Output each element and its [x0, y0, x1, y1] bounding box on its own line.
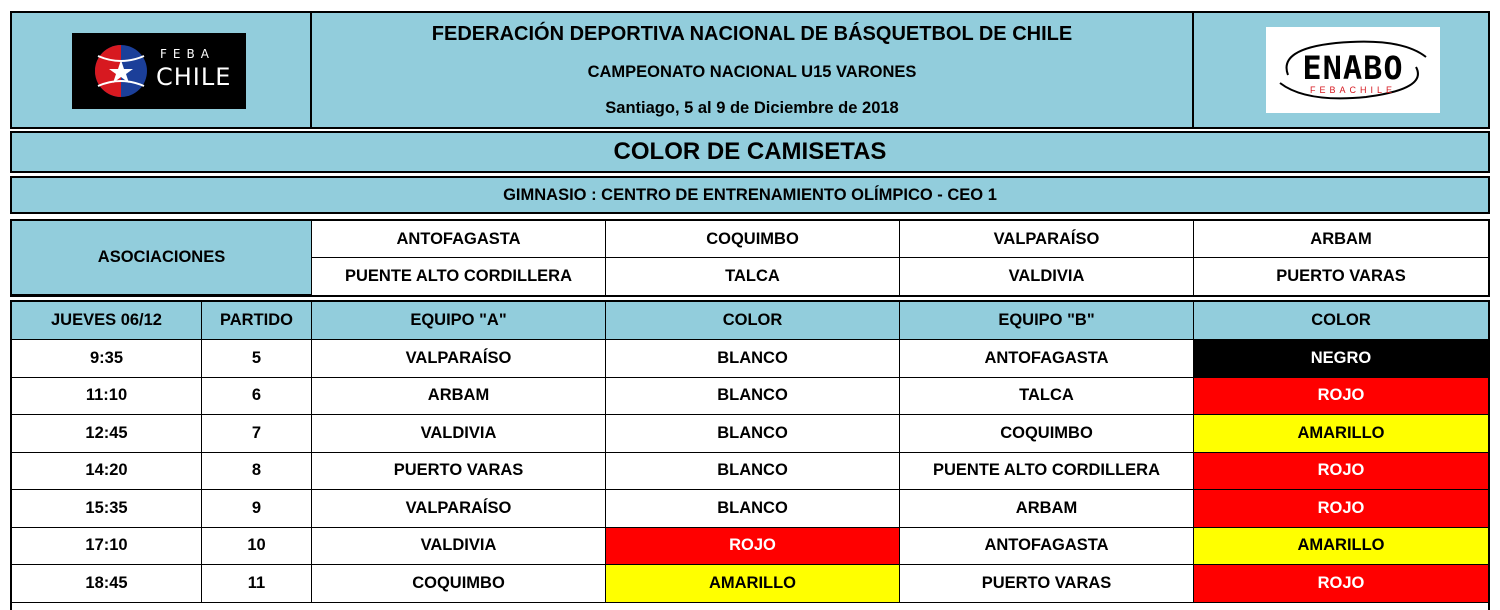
team-b: ANTOFAGASTA: [900, 340, 1194, 378]
association-cell: TALCA: [606, 258, 900, 295]
enabo-logo-line2: FEBACHILE: [1309, 85, 1396, 95]
championship-subtitle: CAMPEONATO NACIONAL U15 VARONES: [587, 63, 917, 81]
color-b: ROJO: [1194, 453, 1488, 491]
match-time: 15:35: [12, 490, 202, 528]
team-a: VALDIVIA: [312, 528, 606, 566]
color-b: AMARILLO: [1194, 415, 1488, 453]
team-a: PUERTO VARAS: [312, 453, 606, 491]
team-a: ARBAM: [312, 378, 606, 416]
association-cell: PUERTO VARAS: [1194, 258, 1488, 295]
match-time: 14:20: [12, 453, 202, 491]
gym-bar: [10, 176, 1490, 214]
association-cell: COQUIMBO: [606, 221, 900, 258]
section-title-bar: [10, 131, 1490, 173]
feba-chile-logo: [72, 33, 246, 109]
team-a: VALPARAÍSO: [312, 340, 606, 378]
enabo-logo: [1266, 27, 1440, 113]
feba-logo-line1: FEBA: [160, 47, 215, 61]
team-a: COQUIMBO: [312, 565, 606, 603]
header-logo-right-cell: [1194, 13, 1488, 127]
team-b: COQUIMBO: [900, 415, 1194, 453]
header-block: [10, 11, 1490, 129]
header-title-cell: [312, 13, 1194, 127]
color-b: NEGRO: [1194, 340, 1488, 378]
match-time: 17:10: [12, 528, 202, 566]
match-time: 12:45: [12, 415, 202, 453]
match-time: 18:45: [12, 565, 202, 603]
match-number: 7: [202, 415, 312, 453]
association-cell: VALPARAÍSO: [900, 221, 1194, 258]
team-b: ARBAM: [900, 490, 1194, 528]
color-b: ROJO: [1194, 378, 1488, 416]
header-color-b: COLOR: [1194, 302, 1488, 340]
association-cell: ANTOFAGASTA: [312, 221, 606, 258]
basketball-star-icon: [86, 36, 156, 106]
team-b: TALCA: [900, 378, 1194, 416]
color-a: BLANCO: [606, 490, 900, 528]
enabo-logo-line1: ENABO: [1302, 49, 1404, 87]
team-a: VALDIVIA: [312, 415, 606, 453]
match-number: 11: [202, 565, 312, 603]
match-time: 11:10: [12, 378, 202, 416]
team-a: VALPARAÍSO: [312, 490, 606, 528]
associations-block: [10, 219, 1490, 297]
association-cell: VALDIVIA: [900, 258, 1194, 295]
association-cell: PUENTE ALTO CORDILLERA: [312, 258, 606, 295]
header-day: JUEVES 06/12: [12, 302, 202, 340]
color-a: BLANCO: [606, 453, 900, 491]
page-title: FEDERACIÓN DEPORTIVA NACIONAL DE BÁSQUETBOL DE CHILE: [431, 23, 1073, 45]
team-b: ANTOFAGASTA: [900, 528, 1194, 566]
match-number: 8: [202, 453, 312, 491]
color-a: BLANCO: [606, 378, 900, 416]
schedule-table: [10, 300, 1490, 610]
color-b: AMARILLO: [1194, 528, 1488, 566]
match-number: 6: [202, 378, 312, 416]
match-number: 5: [202, 340, 312, 378]
color-a: ROJO: [606, 528, 900, 566]
color-a: BLANCO: [606, 340, 900, 378]
header-match: PARTIDO: [202, 302, 312, 340]
color-b: ROJO: [1194, 490, 1488, 528]
team-b: PUERTO VARAS: [900, 565, 1194, 603]
header-team-b: EQUIPO "B": [900, 302, 1194, 340]
association-cell: ARBAM: [1194, 221, 1488, 258]
section-title: COLOR DE CAMISETAS: [613, 138, 887, 165]
feba-logo-line2: CHILE: [156, 63, 232, 91]
team-b: PUENTE ALTO CORDILLERA: [900, 453, 1194, 491]
header-team-a: EQUIPO "A": [312, 302, 606, 340]
gym-name: GIMNASIO : CENTRO DE ENTRENAMIENTO OLÍMPICO - CEO 1: [503, 185, 997, 204]
place-date: Santiago, 5 al 9 de Diciembre de 2018: [605, 99, 899, 117]
header-logo-left-cell: [12, 13, 312, 127]
color-a: BLANCO: [606, 415, 900, 453]
match-number: 10: [202, 528, 312, 566]
match-number: 9: [202, 490, 312, 528]
color-b: ROJO: [1194, 565, 1488, 603]
header-color-a: COLOR: [606, 302, 900, 340]
color-a: AMARILLO: [606, 565, 900, 603]
match-time: 9:35: [12, 340, 202, 378]
associations-label: ASOCIACIONES: [12, 221, 312, 295]
